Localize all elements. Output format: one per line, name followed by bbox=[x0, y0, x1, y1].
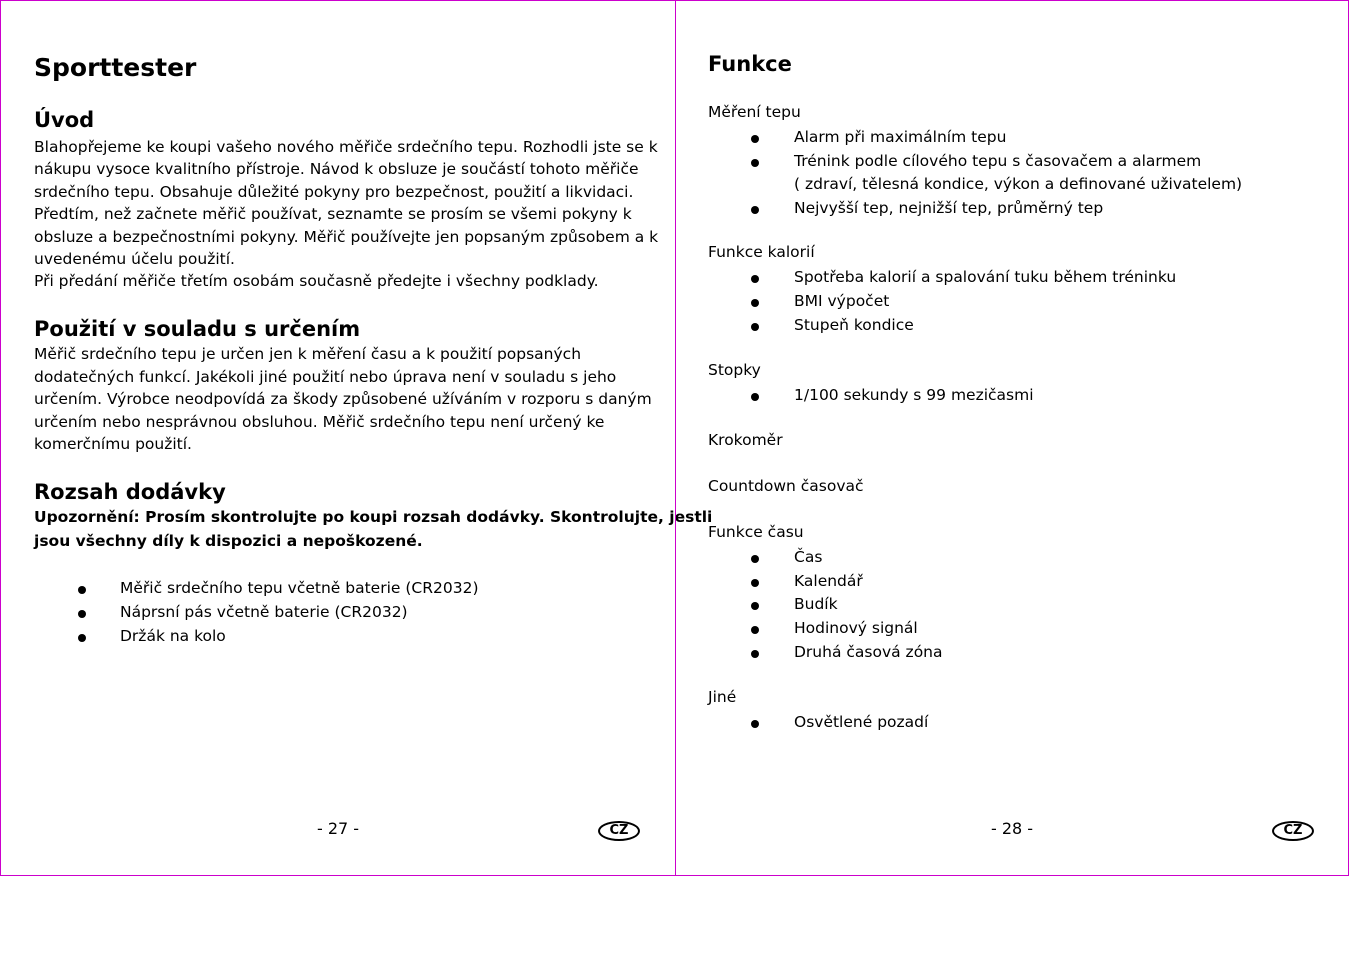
time-item: Hodinový signál bbox=[794, 619, 918, 637]
pedometer-label: Krokoměr bbox=[708, 431, 783, 449]
intro-line: uvedenému účelu použití. bbox=[34, 250, 235, 268]
page-number: - 27 - bbox=[317, 819, 360, 838]
bullet-icon bbox=[751, 206, 759, 214]
calories-item: Spotřeba kalorií a spalování tuku během tréninku bbox=[794, 268, 1177, 286]
other-label: Jiné bbox=[708, 688, 737, 706]
bullet-icon bbox=[751, 720, 759, 728]
bullet-icon bbox=[751, 275, 759, 283]
delivery-warning-line: Upozornění: Prosím skontrolujte po koupi rozsah dodávky. Skontrolujte, jestli bbox=[34, 508, 713, 526]
time-item: Druhá časová zóna bbox=[794, 643, 943, 661]
country-badge-icon: CZ bbox=[598, 821, 640, 841]
right-page bbox=[675, 0, 1349, 876]
bullet-icon bbox=[751, 555, 759, 563]
intro-line: obsluze a bezpečnostními pokyny. Měřič používejte jen popsaným způsobem a k bbox=[34, 228, 659, 246]
time-label: Funkce času bbox=[708, 523, 804, 541]
pulse-label: Měření tepu bbox=[708, 103, 801, 121]
intro-heading: Úvod bbox=[34, 108, 95, 132]
intro-line: Blahopřejeme ke koupi vašeho nového měřiče srdečního tepu. Rozhodli jste se k bbox=[34, 138, 658, 156]
bullet-icon bbox=[751, 602, 759, 610]
pulse-item-continuation: ( zdraví, tělesná kondice, výkon a definované uživatelem) bbox=[794, 175, 1243, 193]
time-item: Čas bbox=[794, 548, 823, 566]
bullet-icon bbox=[78, 586, 86, 594]
bullet-icon bbox=[751, 626, 759, 634]
calories-item: BMI výpočet bbox=[794, 292, 890, 310]
bullet-icon bbox=[751, 579, 759, 587]
time-item: Kalendář bbox=[794, 572, 863, 590]
usage-heading: Použití v souladu s určením bbox=[34, 317, 361, 341]
pulse-item: Nejvyšší tep, nejnižší tep, průměrný tep bbox=[794, 199, 1104, 217]
usage-line: Měřič srdečního tepu je určen jen k měření času a k použití popsaných bbox=[34, 345, 582, 363]
intro-line: nákupu vysoce kvalitního přístroje. Návod k obsluze je součástí tohoto měřiče bbox=[34, 160, 639, 178]
bullet-icon bbox=[751, 299, 759, 307]
time-item: Budík bbox=[794, 595, 838, 613]
page-number: - 28 - bbox=[991, 819, 1034, 838]
countdown-label: Countdown časovač bbox=[708, 477, 864, 495]
usage-line: komerčnímu použití. bbox=[34, 435, 192, 453]
calories-item: Stupeň kondice bbox=[794, 316, 914, 334]
other-item: Osvětlené pozadí bbox=[794, 713, 929, 731]
usage-line: dodatečných funkcí. Jakékoli jiné použití nebo úprava není v souladu s jeho bbox=[34, 368, 617, 386]
bullet-icon bbox=[751, 650, 759, 658]
left-page bbox=[0, 0, 713, 876]
pulse-item: Trénink podle cílového tepu s časovačem a alarmem bbox=[794, 152, 1202, 170]
intro-line: Předtím, než začnete měřič používat, seznamte se prosím se všemi pokyny k bbox=[34, 205, 632, 223]
bullet-icon bbox=[751, 159, 759, 167]
usage-line: určením. Výrobce neodpovídá za škody způsobené užíváním v rozporu s daným bbox=[34, 390, 652, 408]
country-badge-icon: CZ bbox=[1272, 821, 1314, 841]
delivery-warning-line: jsou všechny díly k dispozici a nepoškozené. bbox=[34, 532, 423, 550]
delivery-item: Držák na kolo bbox=[120, 627, 226, 645]
bullet-icon bbox=[78, 634, 86, 642]
pulse-item: Alarm při maximálním tepu bbox=[794, 128, 1007, 146]
bullet-icon bbox=[751, 393, 759, 401]
page-title: Sporttester bbox=[34, 53, 197, 82]
intro-line: Při předání měřiče třetím osobám současně předejte i všechny podklady. bbox=[34, 272, 599, 290]
delivery-item: Měřič srdečního tepu včetně baterie (CR2032) bbox=[120, 579, 479, 597]
bullet-icon bbox=[751, 135, 759, 143]
delivery-heading: Rozsah dodávky bbox=[34, 480, 226, 504]
intro-line: srdečního tepu. Obsahuje důležité pokyny pro bezpečnost, použití a likvidaci. bbox=[34, 183, 634, 201]
bullet-icon bbox=[751, 323, 759, 331]
calories-label: Funkce kalorií bbox=[708, 243, 815, 261]
usage-line: určením nebo nesprávnou obsluhou. Měřič srdečního tepu není určený ke bbox=[34, 413, 605, 431]
stopwatch-label: Stopky bbox=[708, 361, 761, 379]
delivery-item: Náprsní pás včetně baterie (CR2032) bbox=[120, 603, 408, 621]
functions-heading: Funkce bbox=[708, 52, 792, 76]
bullet-icon bbox=[78, 610, 86, 618]
stopwatch-item: 1/100 sekundy s 99 mezičasmi bbox=[794, 386, 1034, 404]
